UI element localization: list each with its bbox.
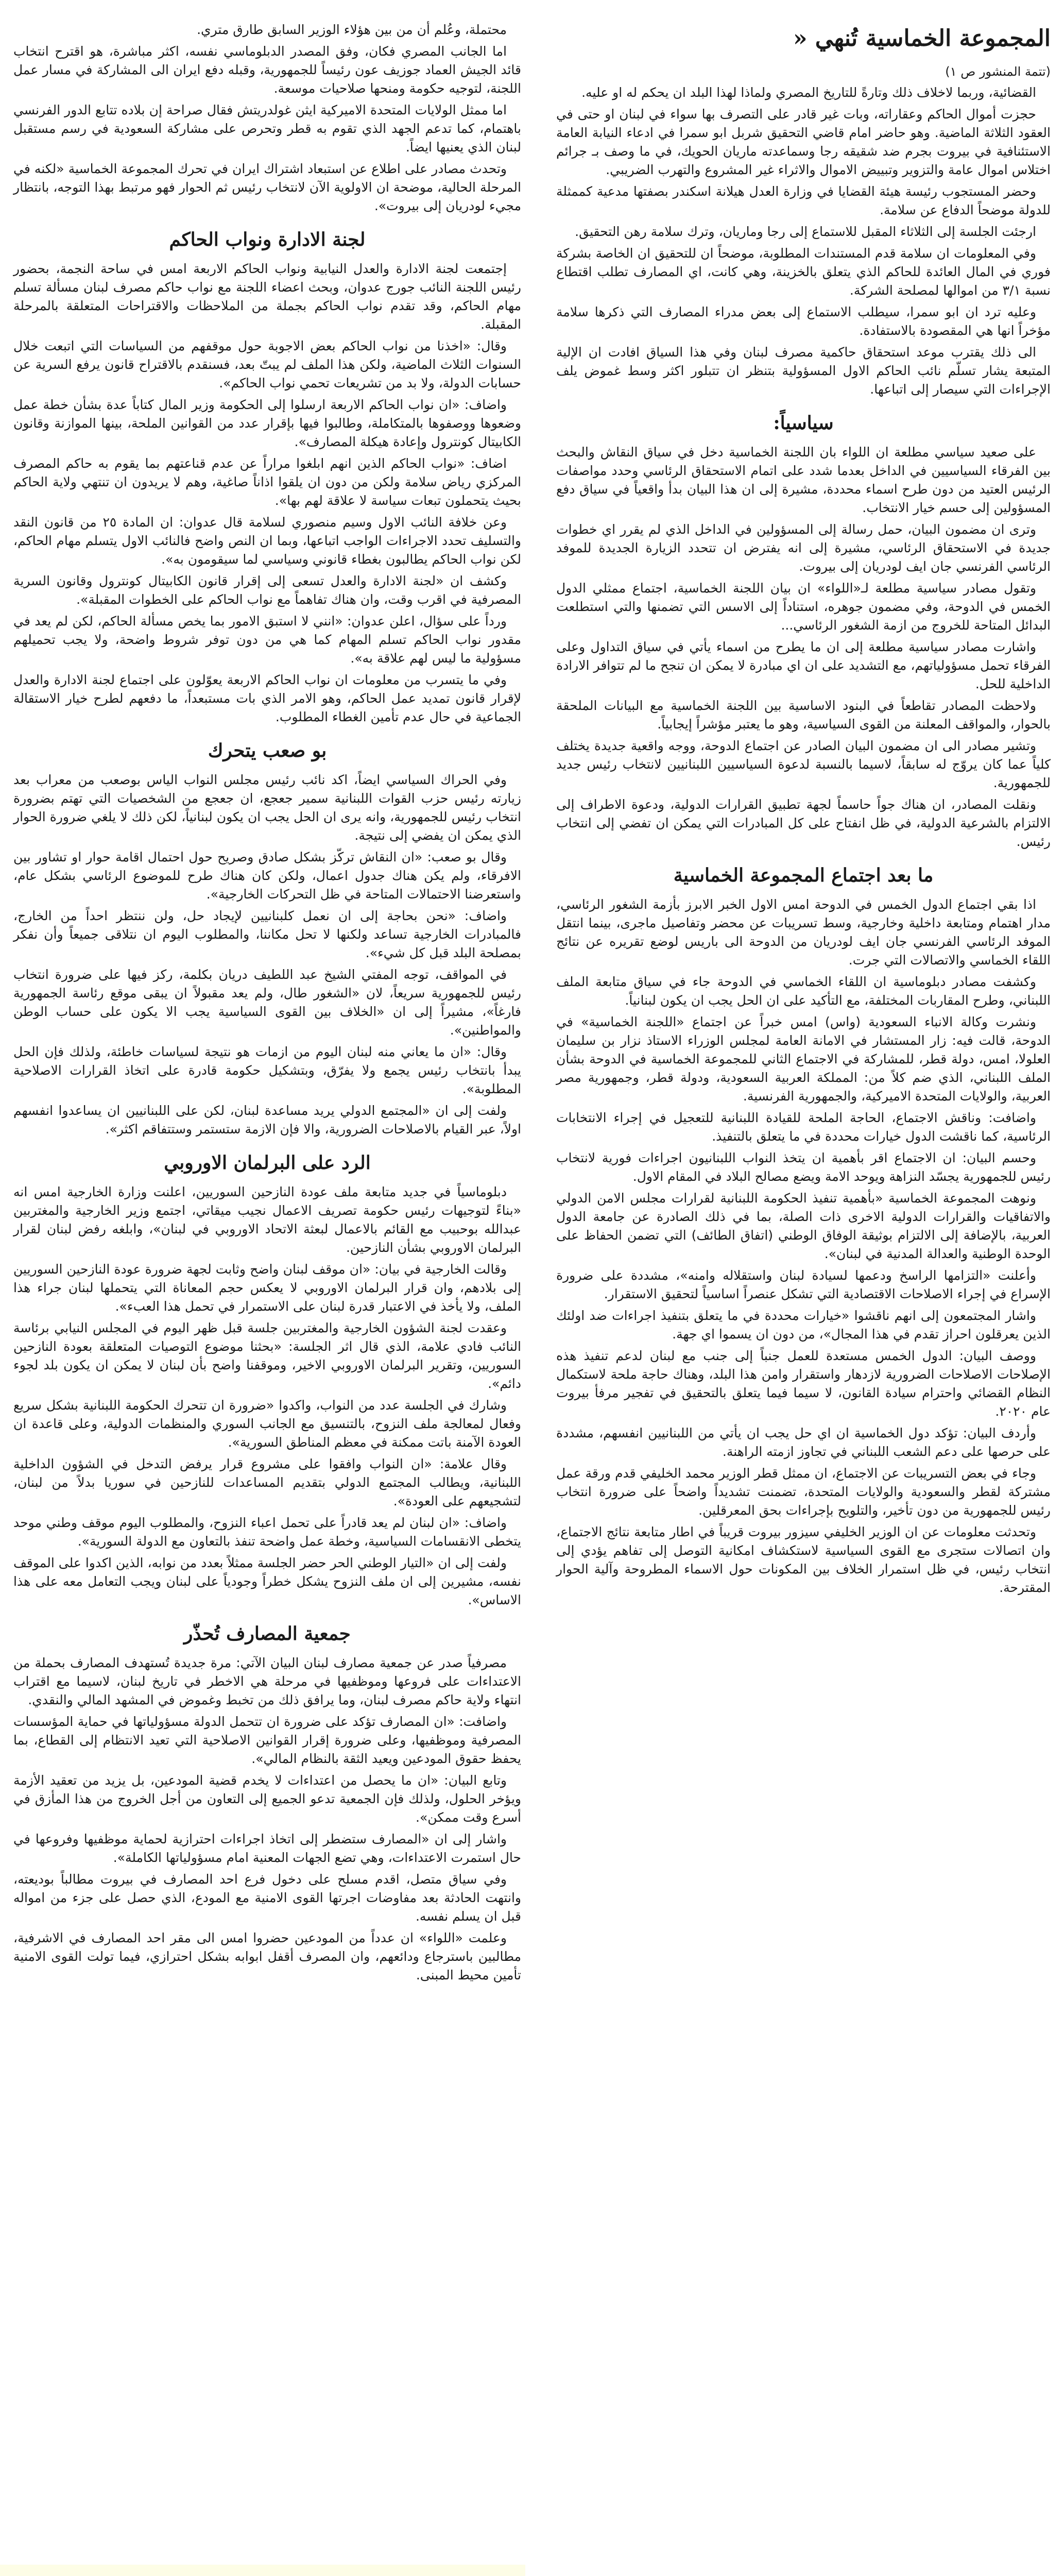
article-paragraph: وقالت الخارجية في بيان: «ان موقف لبنان واضح وثابت لجهة ضرورة عودة النازحين السوريين إلى بلادهم، وان قرار البرلمان الاوروبي لا يعكس حجم المعاناة التي يتحملها لبنان جراء هذا الملف، ولا يأخذ في الاعتبار قدرة لبنان على الاستمرار في تحمل هذا العبء». [13, 1262, 521, 1314]
empty-ad-space [0, 2565, 525, 2576]
article-paragraph: وتابع البيان: «ان ما يحصل من اعتداءات لا يخدم قضية المودعين، بل يزيد من تعقيد الأزمة ويؤخر الحلول، ولذلك فإن الجمعية تدعو الجميع إلى التعاون من أجل الخروج من هذا المأزق في أسرع وقت ممكن». [13, 1773, 521, 1825]
article-paragraph: وعلمت «اللواء» ان عدداً من المودعين حضروا امس الى مقر احد المصارف في الاشرفية، مطالبين باسترجاع ودائعهم، وان المصرف أقفل ابوابه بشكل احترازي، فيما تولت القوى الامنية تأمين محيط المبنى. [13, 1930, 521, 1982]
article-paragraph: وقال علامة: «ان النواب وافقوا على مشروع قرار يرفض التدخل في الشؤون الداخلية اللبنانية، ويطالب المجتمع الدولي بتقديم المساعدات للنازحين في سوريا بدلاً من لبنان، لتشجيعهم على العودة». [13, 1456, 521, 1509]
article-paragraph: وكشفت مصادر دبلوماسية ان اللقاء الخماسي في الدوحة جاء في سياق متابعة الملف اللبناني، وطرح المقاربات المختلفة، مع التأكيد على ان الحل يجب ان يكون لبنانياً. [556, 974, 1051, 1008]
article-paragraph: حجزت أموال الحاكم وعقاراته، وبات غير قادر على التصرف بها سواء في لبنان او حتى في العقود الثلاثة الماضية. وهو حاضر امام قاضي التحقيق شربل ابو سمرا في ادعاء النيابة العامة الاستئنافية في بيروت بجرم ضد شقيقه رجا وسماعدته ماريان الحويك، في ما وصف بـ جرائم اختلاس اموال عامة والتزوير وتبييض الاموال والاثراء غير المشروع والتهرب الضريبي. [556, 107, 1051, 177]
article-paragraph: وأردف البيان: تؤكد دول الخماسية ان اي حل يجب ان يأتي من اللبنانيين انفسهم، مشددة على حرصها على دعم الشعب اللبناني في تجاوز ازمته الراهنة. [556, 1426, 1051, 1459]
article-paragraph: وعن خلافة النائب الاول وسيم منصوري لسلامة قال عدوان: ان المادة ٢٥ من قانون النقد والتسليف تحدد الاجراءات الواجب اتباعها، وبما ان النص واضح فالنائب الاول يتسلم مهام الحاكم، لكن نواب الحاكم يطالبون بغطاء قانوني وسياسي لما سيقومون به». [13, 515, 521, 567]
article-paragraph: واشار إلى ان «المصارف ستضطر إلى اتخاذ اجراءات احترازية لحماية موظفيها وفروعها في حال استمرت الاعتداءات، وهي تضع الجهات المعنية امام مسؤولياتها الكاملة». [13, 1832, 521, 1865]
article-paragraph: القضائية، وربما لاخلاف ذلك وتارةً للتاريخ المصري ولماذا لهذا البلد ان يحكم له او عليه. [581, 85, 1036, 100]
article-paragraph: ونقلت المصادر، ان هناك جواً حاسماً لجهة تطبيق القرارات الدولية، ودعوة الاطراف إلى الالتزام بالشرعية الدولية، في ظل انفتاح على كل المبادرات التي يمكن ان تفضي إلى انتخاب رئيس. [556, 797, 1051, 849]
article-paragraph: دبلوماسياً في جديد متابعة ملف عودة النازحين السوريين، اعلنت وزارة الخارجية امس انه «بناءً لتوجيهات رئيس حكومة تصريف الاعمال نجيب ميقاتي، اجتمع وزير الخارجية والمغتربين عبدالله بوحبيب مع القائم بالاعمال لبعثة الاتحاد الاوروبي في لبنان»، وابلغه رفض لبنان لقرار البرلمان الاوروبي بشأن النازحين. [13, 1184, 521, 1255]
article-paragraph: اذا بقي اجتماع الدول الخمس في الدوحة امس الاول الخبر الابرز بأزمة الشغور الرئاسي، مدار اهتمام ومتابعة داخلية وخارجية، وسط تسريبات عن محضر وتفاصيل ماجرى، بينما انتقل الموفد الرئاسي الفرنسي جان ايف لودريان من الدوحة الى باريس لوضع تقريره عن نتائج اللقاء الخماسي والاتصالات التي جرت. [556, 897, 1051, 968]
article-paragraph: وجاء في بعض التسريبات عن الاجتماع، ان ممثل قطر الوزير محمد الخليفي قدم ورقة عمل مشتركة لقطر والسعودية والولايات المتحدة، تضمنت تشديداً واضحاً على ضرورة انتخاب رئيس للجمهورية من دون تأخير، والتلويح بإجراءات بحق المعرقلين. [556, 1466, 1051, 1518]
article-paragraph: على صعيد سياسي مطلعة ان اللواء بان اللجنة الخماسية دخل في سياق النقاش والبحث بين الفرقاء السياسيين في الداخل بعدما شدد على اتمام الاستحقاق الرئاسي وحدد مواصفات الرئيس العتيد من دون طرح اسماء محددة، مشيرة إلى ان هذا البيان بدأ واقعياً في سياق دفع المسؤولين إلى حسم خيار الانتخاب. [556, 445, 1051, 515]
article-paragraph: وقال بو صعب: «ان النقاش تركّز بشكل صادق وصريح حول احتمال اقامة حوار او تشاور بين الافرقاء، ولم يكن هناك جدول اعمال، ولكن كان هناك طرح للموضوع الرئاسي بشكل عام، واستعرضنا الاحتمالات المتاحة في ظل التحركات الخارجية». [13, 850, 521, 902]
article-paragraph: ونشرت وكالة الانباء السعودية (واس) امس خبراً عن اجتماع «اللجنة الخماسية» في الدوحة، قالت فيه: زار المستشار في الامانة العامة لمجلس الوزراء الاستاذ نزار بن سليمان العلولا، امس، دولة قطر، للمشاركة في الاجتماع الثاني للمجموعة الخماسية في الدوحة بشأن الملف اللبناني، الذي ضم كلاً من: المملكة العربية السعودية، ودولة قطر، وجمهورية مصر العربية، والولايات المتحدة الاميركية، والجمهورية الفرنسية. [556, 1014, 1051, 1104]
article-paragraph: اضاف: «نواب الحاكم الذين انهم ابلغوا مراراً عن عدم قناعتهم بما يقوم به حاكم المصرف المركزي رياض سلامة ولكن من دون ان يلقوا اذاناً صاغية، وهم لا يريدون ان تنتهي ولاية الحاكم بحيث يتحملون تبعات سياسة لا علاقة لهم بها». [13, 456, 521, 508]
article-paragraph: اما ممثل الولايات المتحدة الاميركية ايثن غولدريتش فقال صراحة إن بلاده تتابع الدور الفرنسي باهتمام، كما تدعم الجهد الذي تقوم به قطر وتحرص على مشاركة السعودية في رسم مستقبل لبنان الذي يعنيها ايضاً. [13, 103, 521, 155]
article-paragraph: وفي ما يتسرب من معلومات ان نواب الحاكم الاربعة يعوّلون على اجتماع لجنة الادارة والعدل لإقرار قانون تمديد عمل الحاكم، وهو الامر الذي بات مستبعداً، ما دفعهم لطرح خيار الاستقالة الجماعية في حال عدم تأمين الغطاء المطلوب. [13, 672, 521, 724]
article-paragraph: وشارك في الجلسة عدد من النواب، واكدوا «ضرورة ان تتحرك الحكومة اللبنانية بشكل سريع وفعال لمعالجة ملف النزوح، بالتنسيق مع الجانب السوري والمنظمات الدولية، وعلى قاعدة ان العودة الآمنة باتت ممكنة في معظم المناطق السورية». [13, 1398, 521, 1450]
article-paragraph: ولفت إلى ان «المجتمع الدولي يريد مساعدة لبنان، لكن على اللبنانيين ان يساعدوا انفسهم اولاً، عبر القيام بالاصلاحات الضرورية، والا فإن الازمة ستستمر وستتفاقم اكثر». [13, 1103, 521, 1137]
article-paragraph: ورداً على سؤال، اعلن عدوان: «انني لا استبق الامور بما يخص مسألة الحاكم، لكن لم يعد في مقدور نواب الحاكم تسلم المهام كما هي من دون توفر شروط واضحة، ولا يجب تحميلهم مسؤولية ما ليس لهم علاقة به». [13, 614, 521, 666]
section-subheading: جمعية المصارف تُحذّر [184, 1623, 351, 1645]
article-paragraph: وكشف ان «لجنة الادارة والعدل تسعى إلى إقرار قانون الكابيتال كونترول وقانون السرية المصرفية في اقرب وقت، وان هناك تفاهماً مع نواب الحاكم على الخطوات المقبلة». [13, 573, 521, 607]
section-subheading: ما بعد اجتماع المجموعة الخماسية [673, 865, 934, 886]
article-paragraph: واضافت: «ان المصارف تؤكد على ضرورة ان تتحمل الدولة مسؤولياتها في حماية المؤسسات المصرفية وموظفيها، وعلى ضرورة إقرار القوانين الاصلاحية التي تعيد الانتظام إلى القطاع، بما يحفظ حقوق المودعين ويعيد الثقة بالنظام المالي». [13, 1714, 521, 1766]
article-paragraph: وقال: «ان ما يعاني منه لبنان اليوم من ازمات هو نتيجة لسياسات خاطئة، ولذلك فإن الحل يبدأ بانتخاب رئيس يجمع ولا يفرّق، وبتشكيل حكومة قادرة على اتخاذ القرارات الاصلاحية المطلوبة». [13, 1044, 521, 1096]
article-paragraph: وتحدثت معلومات عن ان الوزير الخليفي سيزور بيروت قريباً في اطار متابعة نتائج الاجتماع، وان اتصالات ستجرى مع القوى السياسية لاستكشاف امكانية التوصل إلى تفاهم يؤدي إلى انتخاب رئيس، في ظل استمرار الخلاف بين المكونات حول الاسماء المطروحة وآلية الحوار المقترحة. [556, 1524, 1051, 1595]
article-paragraph: وتشير مصادر الى ان مضمون البيان الصادر عن اجتماع الدوحة، ووجه واقعية جديدة يختلف كلياً عما كان يروّج له سابقاً، لاسيما بالنسبة لدعوة السياسيين اللبنانيين لانتخاب رئيس جديد للجمهورية. [556, 738, 1051, 790]
article-paragraph: ارجئت الجلسة إلى الثلاثاء المقبل للاستماع إلى رجا وماريان، وترك سلامة رهن التحقيق. [575, 224, 1036, 239]
section-subheading: بو صعب يتحرك [208, 740, 327, 761]
section-subheading: سياسياً: [773, 412, 834, 434]
article-title: المجموعة الخماسية تُنهي « [793, 25, 1051, 52]
article-paragraph: وفي سياق متصل، اقدم مسلح على دخول فرع احد المصارف في بيروت مطالباً بوديعته، وانتهت الحادثة بعد مفاوضات اجرتها القوى الامنية مع المودع، الذي حصل على جزء من امواله قبل ان يسلم نفسه. [13, 1872, 521, 1924]
article-paragraph: اما الجانب المصري فكان، وفق المصدر الدبلوماسي نفسه، اكثر مباشرة، هو اقترح انتخاب قائد الجيش العماد جوزيف عون رئيساً للجمهورية، وقبله دفع ايران الى المشاركة في مسار عمل اللجنة، لتوجيه حكومة ومنحها صلاحيات موسعة. [13, 44, 521, 96]
article-paragraph: مصرفياً صدر عن جمعية مصارف لبنان البيان الآتي: مرة جديدة تُستهدف المصارف بحملة من الاعتداءات على فروعها وموظفيها في مرحلة هي الاخطر في تاريخ لبنان، لاسيما مع اقتراب انتهاء ولاية حاكم مصرف لبنان، وما يرافق ذلك من تخبط وغموض في المشهد المالي والنقدي. [13, 1655, 521, 1707]
section-subheading: لجنة الادارة ونواب الحاكم [169, 229, 366, 250]
left-column [0, 0, 539, 1998]
section-subheading: الرد على البرلمان الاوروبي [164, 1152, 371, 1174]
article-paragraph: وعقدت لجنة الشؤون الخارجية والمغتربين جلسة قبل ظهر اليوم في المجلس النيابي برئاسة النائب فادي علامة، الذي قال اثر الجلسة: «بحثنا موضوع التوصيات المتعلقة بعودة النازحين السوريين، وتقرير البرلمان الاوروبي الاخير، وموقفنا واضح بأن لبنان لا يمكن ان يكون بلد لجوء دائم». [13, 1320, 521, 1391]
article-paragraph: وترى ان مضمون البيان، حمل رسالة إلى المسؤولين في الداخل الذي لم يقرر اي خطوات جديدة في الاستحقاق الرئاسي، مشيرة إلى انه يفترض ان تتحدد الزيارة الجديدة للموفد الرئاسي الفرنسي جان ايف لودريان إلى بيروت. [556, 522, 1051, 574]
continuation-kicker: (تتمة المنشور ص ١) [945, 64, 1051, 79]
article-paragraph: واشار المجتمعون إلى انهم ناقشوا «خيارات محددة في ما يتعلق بتنفيذ اجراءات ضد اولئك الذين يعرقلون احراز تقدم في هذا المجال»، من دون ان يسموا اي جهة. [556, 1308, 1051, 1342]
article-paragraph: ولاحظت المصادر تقاطعاً في البنود الاساسية بين اللجنة الخماسية مع البيانات الملحقة بالحوار، والمواقف المعلنة من القوى السياسية، وهو ما يعتبر مؤشراً إيجابياً. [556, 698, 1051, 732]
article-paragraph: واضاف: «نحن بحاجة إلى ان نعمل كلبنانيين لإيجاد حل، ولن ننتظر احداً من الخارج، فالمبادرات الخارجية تساعد ولكنها لا تحل مكاننا، والمطلوب اليوم ان نتلاقى جميعاً وأن نفكر بمصلحة البلد قبل كل شيء». [13, 908, 521, 960]
article-paragraph: وقال: «اخذنا من نواب الحاكم بعض الاجوبة حول موقفهم من السياسات التي اتبعت خلال السنوات الثلاث الماضية، ولكن هذا الملف لم يبتّ بعد، فسنقدم بالاقتراح قانون يرفع السرية عن حسابات الدولة، ولا بد من تشريعات تحمي نواب الحاكم». [13, 338, 521, 391]
article-paragraph: ووصف البيان: الدول الخمس مستعدة للعمل جنباً إلى جنب مع لبنان لدعم تنفيذ هذه الإصلاحات الاصلاحات الضرورية لازدهار واستقرار وامن هذا البلد، وهناك حاجة ملحة لاستكمال النظام القضائي واحترام سيادة القانون، لا سيما فيما يتعلق بالتحقيق في تفجير مرفأ بيروت عام ٢٠٢٠. [556, 1348, 1051, 1419]
article-paragraph: وفي المعلومات ان سلامة قدم المستندات المطلوبة، موضحاً ان للتحقيق ان الخاصة بشركة فوري في المال العائدة للحاكم الذي يتعلق بالخزينة، وهي كانت، اي المصارف تطلب اقتطاع نسبة ٣/١ من اموالها لمصلحة الشركة. [556, 246, 1051, 298]
article-paragraph: في المواقف، توجه المفتي الشيخ عبد اللطيف دريان بكلمة، ركز فيها على ضرورة انتخاب رئيس للجمهورية سريعاً، لان «الشغور طال، ولم يعد مقبولاً ان يبقى موقع رئاسة الجمهورية فارغاً»، مشيراً إلى ان «الخلاف بين القوى السياسية يجب الا يكون على حساب الوطن والمواطنين». [13, 967, 521, 1038]
article-paragraph: ولفت إلى ان «التيار الوطني الحر حضر الجلسة ممثلاً بعدد من نوابه، الذين اكدوا على الموقف نفسه، مشيرين إلى ان ملف النزوح يشكل خطراً وجودياً على لبنان ويجب التعامل معه على هذا الاساس». [13, 1555, 521, 1607]
article-paragraph: محتملة، وعُلم أن من بين هؤلاء الوزير السابق طارق متري. [197, 22, 507, 37]
article-paragraph: الى ذلك يقترب موعد استحقاق حاكمية مصرف لبنان وفي هذا السياق افادت ان الإلية المتبعة يشار تسلّم نائب الحاكم الاول المسؤولية بتنظر ان تتبلور اكثر وسط غموض يلف الإجراءات التي سيصار إلى اتباعها. [556, 345, 1051, 397]
article-paragraph: واشارت مصادر سياسية مطلعة إلى ان ما يطرح من اسماء يأتي في سياق التداول وعلى الفرقاء تحمل مسؤولياتهم، مع التشديد على ان اي مبادرة لا يمكن ان تنجح ما لم تتوافر الارادة الداخلية للحل. [556, 639, 1051, 691]
article-paragraph: وعليه ترد ان ابو سمرا، سيطلب الاستماع إلى بعض مدراء المصارف التي ذكرها سلامة مؤخراً انها هي المقصودة بالاستفادة. [556, 304, 1051, 338]
article-paragraph: واضاف: «ان لبنان لم يعد قادراً على تحمل اعباء النزوح، والمطلوب اليوم موقف وطني موحد يتخطى الانقسامات السياسية، وخطة عمل واضحة تنفذ بالتعاون مع الدولة السورية». [13, 1515, 521, 1549]
article-paragraph: وفي الحراك السياسي ايضاً، اكد نائب رئيس مجلس النواب الياس بوصعب من معراب بعد زيارته رئيس حزب القوات اللبنانية سمير جعجع، ان جعجع من الشخصيات التي تهتم بضرورة انتخاب رئيس للجمهورية، وانه يرى ان الحل يجب ان يكون لبنانياً، لكن ذلك لا يلغي ضرورة الحوار الذي يمكن ان يفضي إلى نتيجة. [13, 772, 521, 843]
article-paragraph: وأعلنت «التزامها الراسخ ودعمها لسيادة لبنان واستقلاله وامنه»، مشددة على ضرورة الإسراع في إجراء الاصلاحات الاقتصادية التي تشكل عنصراً اساسياً لتحقيق الاستقرار. [556, 1268, 1051, 1301]
article-paragraph: واضافت: وناقش الاجتماع، الحاجة الملحة للقيادة اللبنانية للتعجيل في إجراء الانتخابات الرئاسية، كما ناقشت الدول خيارات محددة في ما يتعلق بالتنفيذ. [556, 1110, 1051, 1144]
article-paragraph: وتحدث مصادر على اطلاع عن استبعاد اشتراك ايران في تحرك المجموعة الخماسية «لكنه في المرحلة الحالية، موضحة ان الاولوية الآن لانتخاب رئيس ثم الحوار فهو مرتبط بهذا التوجه، بانتظار مجيء لودريان إلى بيروت». [13, 161, 521, 213]
article-paragraph: ونوهت المجموعة الخماسية «بأهمية تنفيذ الحكومة اللبنانية لقرارات مجلس الامن الدولي والاتفاقيات والقرارات الدولية الاخرى ذات الصلة، بما في ذلك الصادرة عن جامعة الدول العربية، بالإضافة إلى الالتزام بوثيقة الوفاق الوطني (اتفاق الطائف) التي تضمن الحفاظ على الوحدة الوطنية والعدالة المدنية في لبنان». [556, 1191, 1051, 1261]
article-paragraph: إجتمعت لجنة الادارة والعدل النيابية ونواب الحاكم الاربعة امس في ساحة النجمة، بحضور رئيس اللجنة النائب جورج عدوان، وبحث اعضاء اللجنة مع نواب حاكم مصرف لبنان مسألة تسلم مهام الحاكم، وقد تقدم نواب الحاكم بجملة من الملاحظات والاقتراحات المتعلقة بالمرحلة المقبلة. [13, 261, 521, 332]
article-paragraph: وتقول مصادر سياسية مطلعة لـ«اللواء» ان بيان اللجنة الخماسية، اجتماع ممثلي الدول الخمس في الدوحة، وفي مضمون جوهره، استناداً إلى الاسس التي تضمنها والتي استطلعت البدائل المتاحة للخروج من ازمة الشغور الرئاسي... [556, 581, 1051, 633]
article-paragraph: وحسم البيان: ان الاجتماع اقر بأهمية ان يتخذ النواب اللبنانيون اجراءات فورية لانتخاب رئيس للجمهورية يجسّد النزاهة ويوحد الامة ويضع مصالح البلاد في المقام الاول. [556, 1150, 1051, 1184]
article-paragraph: وحضر المستجوب رئيسة هيئة القضايا في وزارة العدل هيلانة اسكندر بصفتها مدعية كممثلة للدولة موضحاً الدفاع عن سلامة. [556, 184, 1051, 217]
article-paragraph: واضاف: «ان نواب الحاكم الاربعة ارسلوا إلى الحكومة وزير المال كتاباً عدة بشأن خطة عمل وضعوها ووصفوها بالمتكاملة، وطالبوا فيها بإقرار عدد من القوانين الملحة، بينها الموازنة وقانون الكابيتال كونترول وإعادة هيكلة المصارف». [13, 397, 521, 449]
right-column [539, 0, 1064, 1611]
